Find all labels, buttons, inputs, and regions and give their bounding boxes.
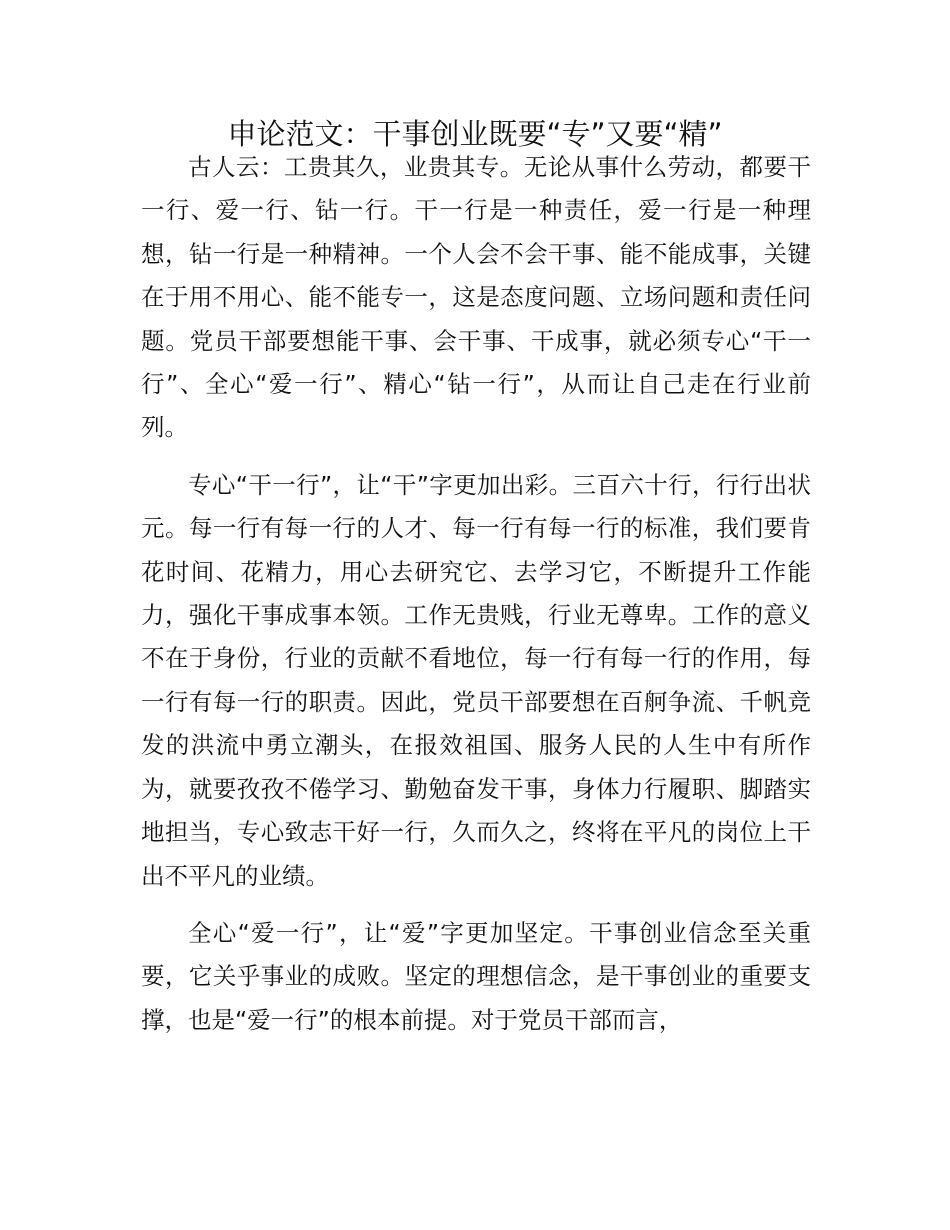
document-body	[141, 146, 811, 1042]
paragraph-gap	[141, 898, 811, 912]
paragraph-3: 全心“爱一行”，让“爱”字更加坚定。干事创业信念至关重要，它关乎事业的成败。坚定的理想信念，是干事创业的重要支撑，也是“爱一行”的根本前提。对于党员干部而言，	[141, 918, 811, 1034]
document-title: 申论范文：干事创业既要“专”又要“精”	[227, 117, 723, 151]
paragraph-2: 专心“干一行”，让“干”字更加出彩。三百六十行，行行出状元。每一行有每一行的人才、每一行有每一行的标准，我们要肯花时间、花精力，用心去研究它、去学习它，不断提升工作能力，强化干事成事本领。工作无贵贱，行业无尊卑。工作的意义不在于身份，行业的贡献不看地位，每一行有每一行的作用，每一行有每一行的职责。因此，党员干部要想在百舸争流、千帆竞发的洪流中勇立潮头，在报效祖国、服务人民的人生中有所作为，就要孜孜不倦学习、勤勉奋发干事，身体力行履职、脚踏实地担当，专心致志干好一行，久而久之，终将在平凡的岗位上干出不平凡的业绩。	[141, 470, 811, 890]
paragraph-1: 古人云：工贵其久，业贵其专。无论从事什么劳动，都要干一行、爱一行、钻一行。干一行是一种责任，爱一行是一种理想，钻一行是一种精神。一个人会不会干事、能不能成事，关键在于用不用心、能不能专一，这是态度问题、立场问题和责任问题。党员干部要想能干事、会干事、干成事，就必须专心“干一行”、全心“爱一行”、精心“钻一行”，从而让自己走在行业前列。	[141, 153, 811, 442]
paragraph-gap	[141, 450, 811, 464]
